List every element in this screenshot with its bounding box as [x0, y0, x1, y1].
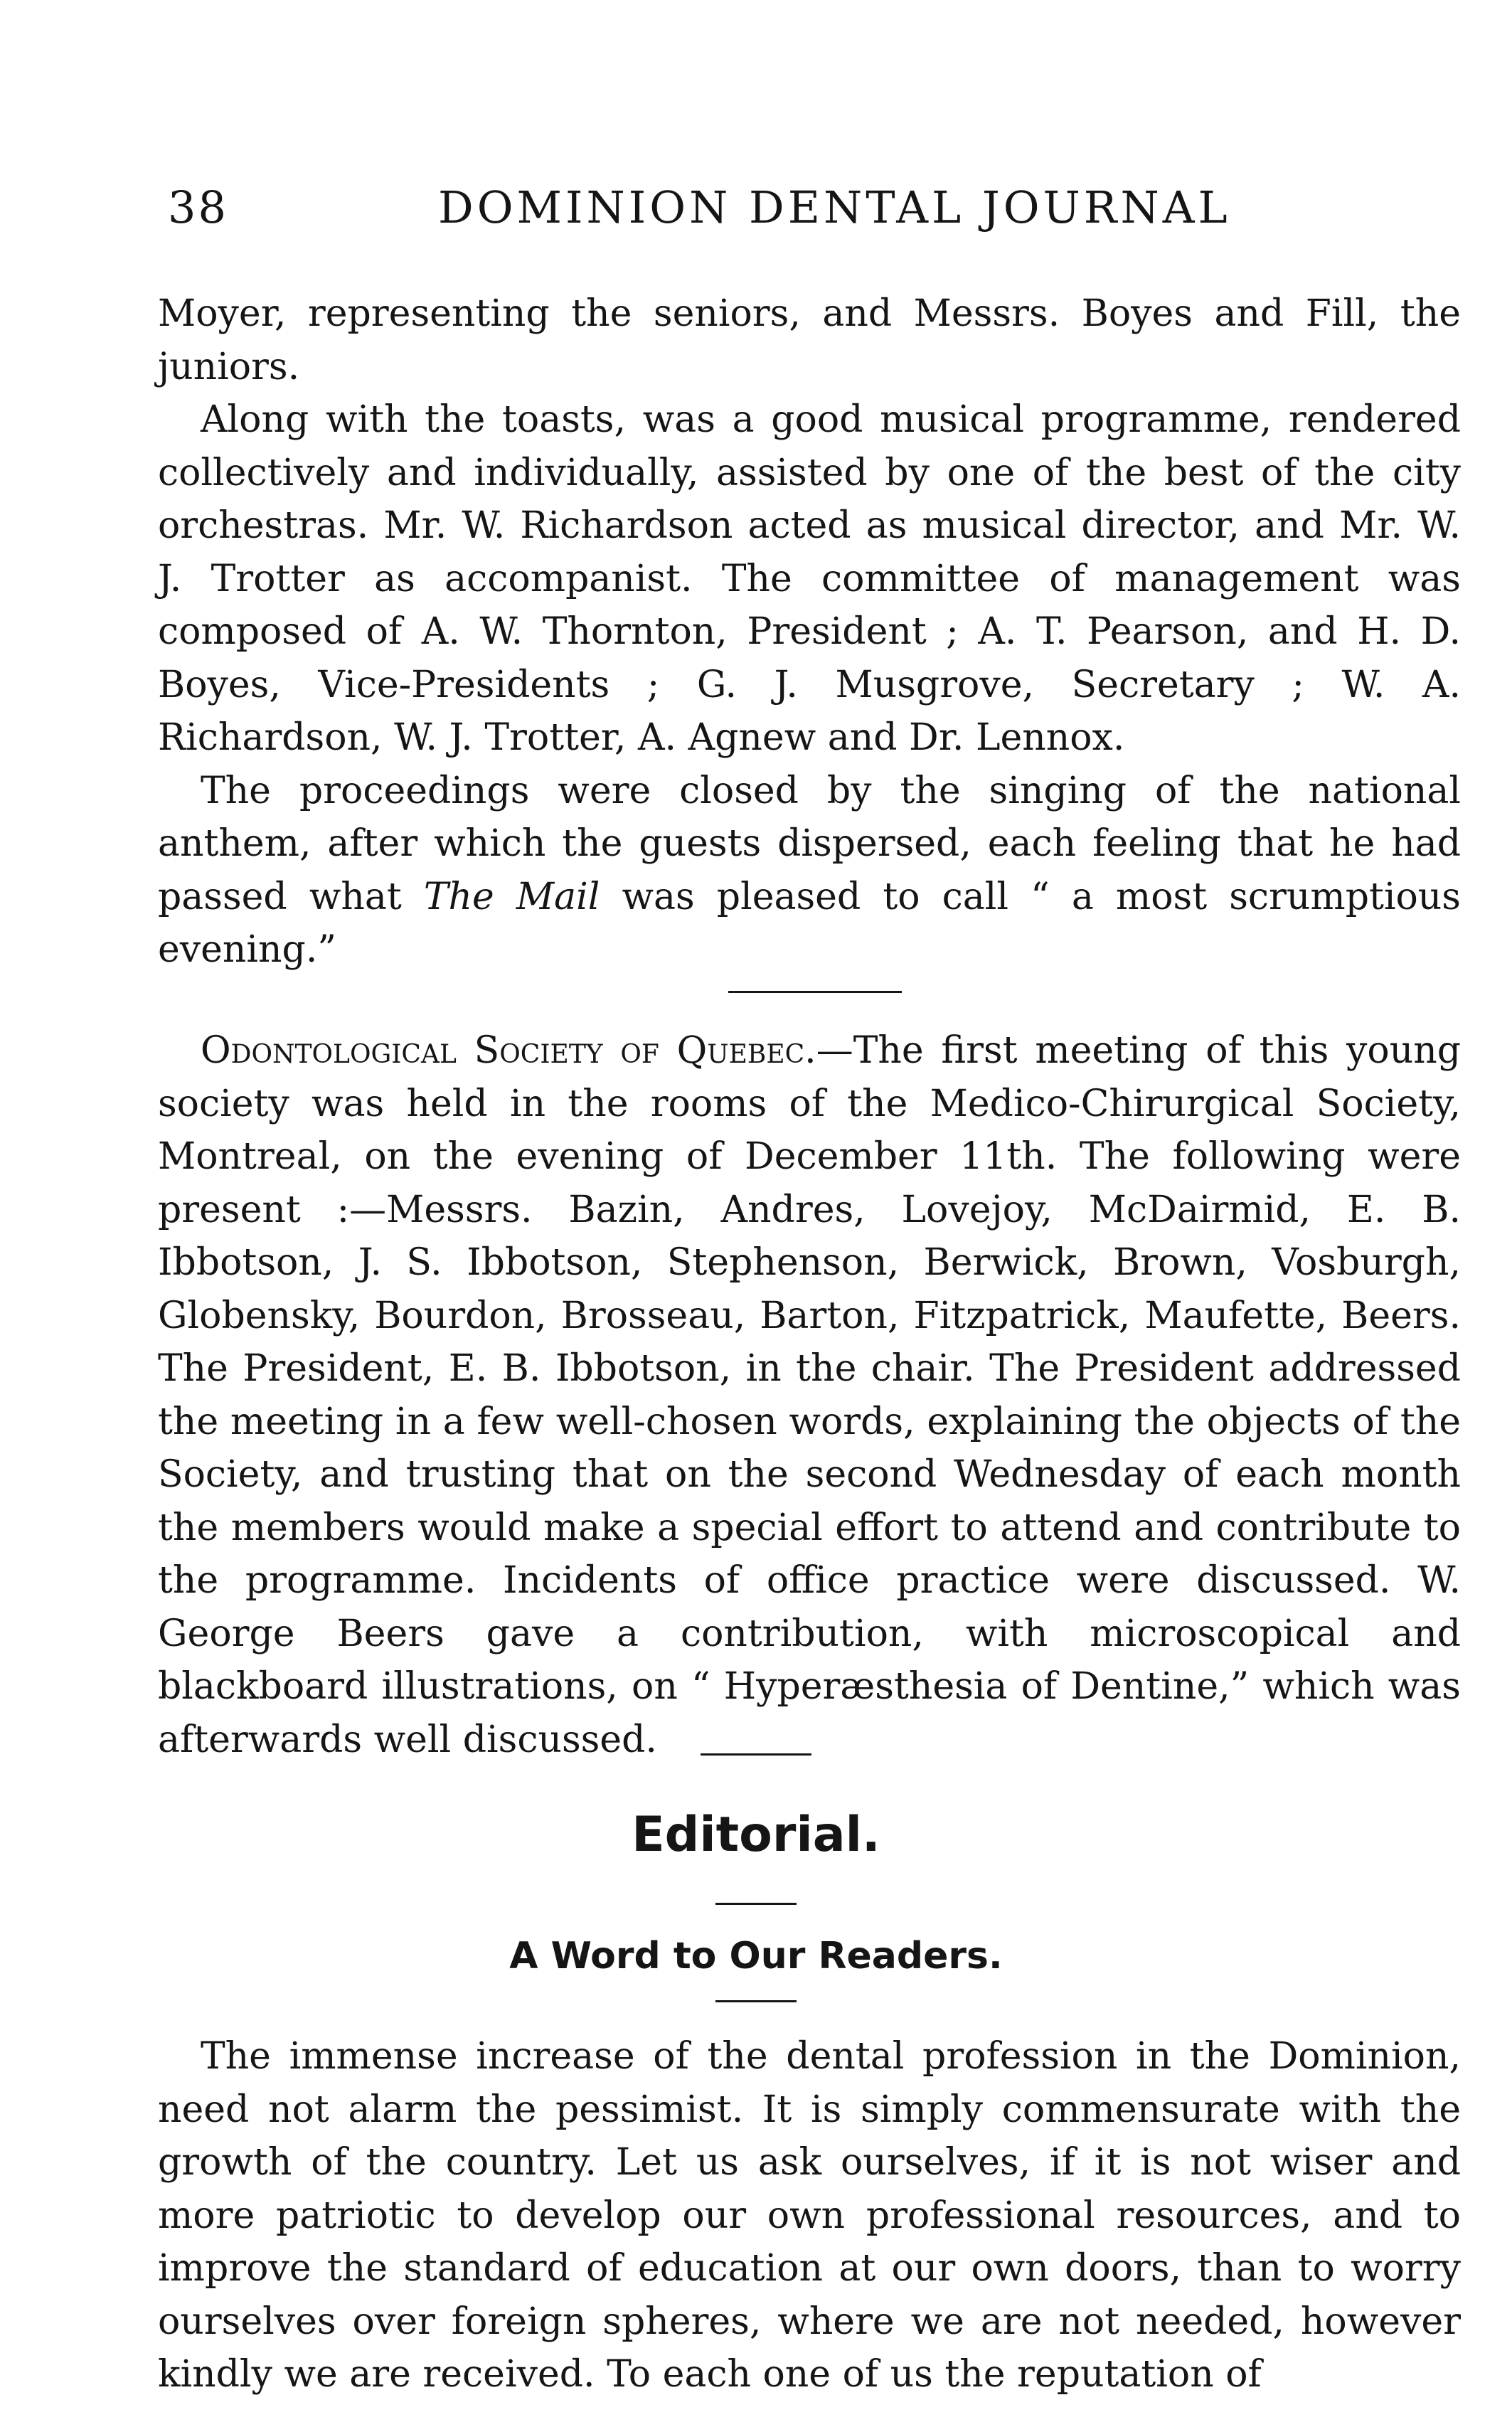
newspaper-name: The Mail: [423, 875, 600, 918]
society-report: [158, 1024, 1461, 1766]
society-title: Odontological Society of Quebec.: [201, 1029, 816, 1072]
page-number: 38: [168, 181, 228, 233]
banquet-paragraph-2: Along with the toasts, was a good musical programme, rendered collectively and individually, assisted by one of the best of the city orchestras. Mr. W. Richardson acted as musical director, and Mr. W. J. Trotter as accompanist. The committee of management was composed of A. W. Thornton, President ; A. T. Pearson, and H. D. Boyes, Vice-Presidents ; G. J. Musgrove, Secretary ; W. A. Richardson, W. J. Trotter, A. Agnew and Dr. Lennox.: [158, 398, 1461, 759]
banquet-paragraph-3-start: The proceedings were closed by the singing of the national anthem, after which the guests dispersed, each feeling that he had passed what: [158, 769, 1461, 918]
banquet-paragraph-3: [158, 765, 1461, 977]
editorial-rule-middle: [715, 1903, 797, 1905]
society-body: —The first meeting of this young society was held in the rooms of the Medico-Chirurgical Society, Montreal, on the evening of December 11th. The following were present :—Messrs. Bazin, Andres, Lovejoy, McDairmid, E. B. Ibbotson, J. S. Ibbotson, Stephenson, Berwick, Brown, Vosburgh, Globensky, Bourdon, Brosseau, Barton, Fitzpatrick, Maufette, Beers. The President, E. B. Ibbotson, in the chair. The President addressed the meeting in a few well-chosen words, explaining the objects of the Society, and trusting that on the second Wednesday of each month the members would make a special effort to attend and contribute to the programme. Incidents of office practice were discussed. W. George Beers gave a contribution, with microscopical and blackboard illustrations, on “ Hyperæsthesia of Dentine,” which was afterwards well discussed.: [158, 1029, 1461, 1761]
society-paragraph: [158, 1024, 1461, 1766]
editorial-heading: Editorial.: [632, 1807, 880, 1863]
editorial-paragraph: The immense increase of the dental profession in the Dominion, need not alarm the pessimist. It is simply commensurate with the growth of the country. Let us ask ourselves, if it is not wiser and more patriotic to develop our own professional resources, and to improve the standard of education at our own doors, than to worry ourselves over foreign spheres, where we are not needed, however kindly we are received. To each one of us the reputation of: [158, 2035, 1461, 2396]
editorial-rule-top: [701, 1753, 811, 1756]
banquet-paragraph-1: Moyer, representing the seniors, and Messrs. Boyes and Fill, the juniors.: [158, 292, 1461, 388]
journal-title: DOMINION DENTAL JOURNAL: [438, 181, 1231, 233]
editorial-body: [158, 2030, 1461, 2401]
editorial-rule-bottom: [715, 2000, 797, 2002]
editorial-subheading: A Word to Our Readers.: [509, 1935, 1003, 1977]
banquet-report: [158, 287, 1461, 977]
banquet-paragraph-3-end: was pleased to call “ a most scrumptious evening.”: [158, 875, 1461, 971]
running-head: [168, 181, 1448, 238]
section-divider: [728, 991, 902, 993]
